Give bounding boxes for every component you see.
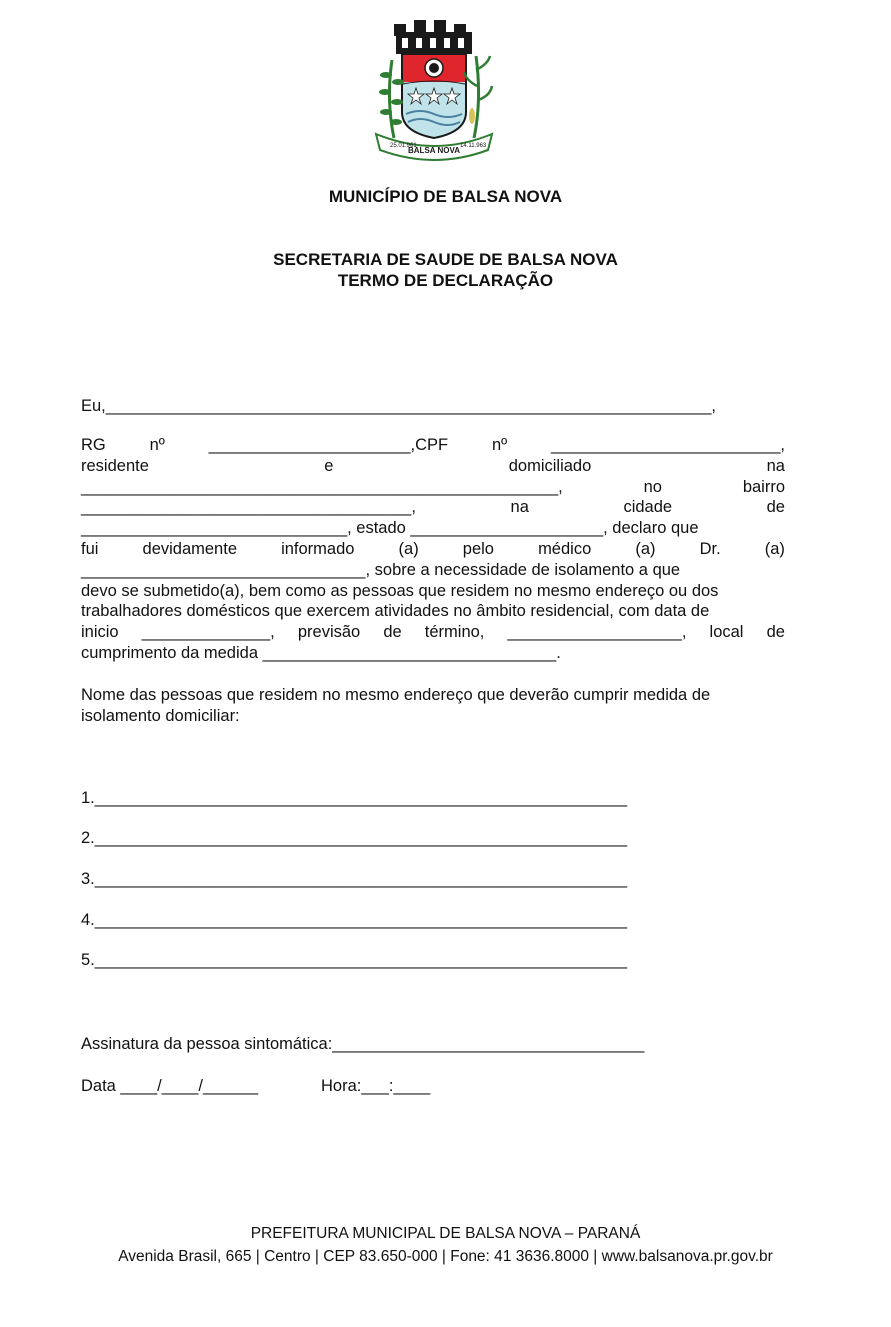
footer-address: Avenida Brasil, 665 | Centro | CEP 83.650-000 | Fone: 41 3636.8000 | www.balsanova.pr.gov.br bbox=[118, 1248, 773, 1265]
word: residente bbox=[81, 456, 149, 475]
word: local bbox=[709, 623, 744, 642]
paragraph-text: devo se submetido(a), bem como as pessoas que residem no mesmo endereço ou dos bbox=[81, 581, 719, 600]
informed-line bbox=[81, 539, 785, 560]
word: de bbox=[383, 623, 402, 642]
residents-intro-line1: Nome das pessoas que residem no mesmo endereço que deverão cumprir medida de bbox=[81, 686, 711, 704]
word: no bbox=[643, 477, 662, 496]
city-state-fields[interactable]: _____________________________, estado _____________________, declaro que bbox=[81, 519, 699, 538]
resident-line-1[interactable]: 1.__________________________________________________________ bbox=[81, 789, 627, 807]
footer-title: PREFEITURA MUNICIPAL DE BALSA NOVA – PARANÁ bbox=[250, 1225, 641, 1242]
corn-plant-icon bbox=[464, 56, 492, 138]
word: médico bbox=[538, 539, 592, 558]
address-line[interactable] bbox=[81, 477, 785, 498]
location-line[interactable]: cumprimento da medida ________________________________. bbox=[81, 643, 561, 662]
text-line bbox=[81, 601, 785, 622]
neighborhood-line[interactable] bbox=[81, 497, 785, 518]
residents-intro-line2: isolamento domiciliar: bbox=[81, 706, 240, 725]
date-field[interactable]: Data ____/____/______ bbox=[81, 1077, 259, 1095]
word: bairro bbox=[742, 477, 785, 496]
end-date-field[interactable]: ___________________, bbox=[507, 623, 687, 642]
declaration-paragraph bbox=[81, 435, 785, 664]
residents-intro bbox=[81, 685, 785, 727]
cpf-field[interactable]: _________________________, bbox=[551, 436, 785, 454]
signature-line[interactable]: Assinatura da pessoa sintomática:__________________________________ bbox=[81, 1035, 645, 1053]
residence-line bbox=[81, 456, 785, 477]
address-field[interactable]: ____________________________________________________, bbox=[81, 477, 563, 496]
secretariat-title: SECRETARIA DE SAUDE DE BALSA NOVA bbox=[273, 250, 618, 269]
word: fui bbox=[81, 539, 99, 558]
banner-right-text: 14.11.963 bbox=[460, 143, 487, 149]
word: Dr. bbox=[699, 539, 721, 558]
document-title: TERMO DE DECLARAÇÃO bbox=[337, 271, 554, 290]
resident-line-2[interactable]: 2.__________________________________________________________ bbox=[81, 829, 627, 847]
word: nº bbox=[149, 436, 165, 454]
word: e bbox=[324, 456, 334, 475]
word: devidamente bbox=[142, 539, 237, 558]
text-line bbox=[81, 581, 785, 602]
word: RG bbox=[81, 436, 106, 454]
word: (a) bbox=[398, 539, 419, 558]
word: cidade bbox=[623, 498, 673, 517]
name-field-line[interactable]: Eu,__________________________________________________________________, bbox=[81, 397, 717, 415]
city-state-line[interactable] bbox=[81, 518, 785, 539]
paragraph-text: trabalhadores domésticos que exercem atividades no âmbito residencial, com data de bbox=[81, 602, 710, 621]
municipality-title: MUNICÍPIO DE BALSA NOVA bbox=[328, 187, 563, 206]
rg-field[interactable]: ______________________,CPF bbox=[208, 436, 449, 454]
resident-line-3[interactable]: 3.__________________________________________________________ bbox=[81, 870, 627, 888]
word: (a) bbox=[764, 539, 785, 558]
word: informado bbox=[281, 539, 355, 558]
shield-icon bbox=[402, 54, 466, 138]
word: nº bbox=[491, 436, 508, 454]
neighborhood-field[interactable]: ____________________________________, bbox=[81, 498, 416, 517]
word: (a) bbox=[635, 539, 656, 558]
banner-center-text: BALSA NOVA bbox=[408, 146, 460, 155]
word: na bbox=[510, 498, 529, 517]
word: pelo bbox=[462, 539, 494, 558]
dates-line[interactable] bbox=[81, 622, 785, 643]
word: de bbox=[766, 623, 785, 642]
word: inicio bbox=[81, 623, 119, 642]
leaf-branch-icon bbox=[379, 60, 404, 138]
crown-icon bbox=[394, 20, 472, 54]
doctor-field[interactable]: _______________________________, sobre a necessidade de isolamento a que bbox=[81, 560, 681, 579]
word: previsão bbox=[297, 623, 361, 642]
word: de bbox=[766, 498, 785, 517]
word: término, bbox=[424, 623, 485, 642]
word: na bbox=[766, 456, 785, 475]
municipal-crest-logo bbox=[372, 20, 496, 166]
start-date-field[interactable]: ______________, bbox=[141, 623, 275, 642]
time-field[interactable]: Hora:___:____ bbox=[321, 1077, 431, 1095]
banner-left-text: 25.01.961 bbox=[390, 143, 417, 149]
rg-cpf-line[interactable] bbox=[81, 435, 785, 456]
word: domiciliado bbox=[508, 456, 592, 475]
resident-line-5[interactable]: 5.__________________________________________________________ bbox=[81, 951, 627, 969]
resident-line-4[interactable]: 4.__________________________________________________________ bbox=[81, 911, 627, 929]
doctor-line[interactable] bbox=[81, 560, 785, 581]
declaration-name-line bbox=[81, 396, 785, 417]
